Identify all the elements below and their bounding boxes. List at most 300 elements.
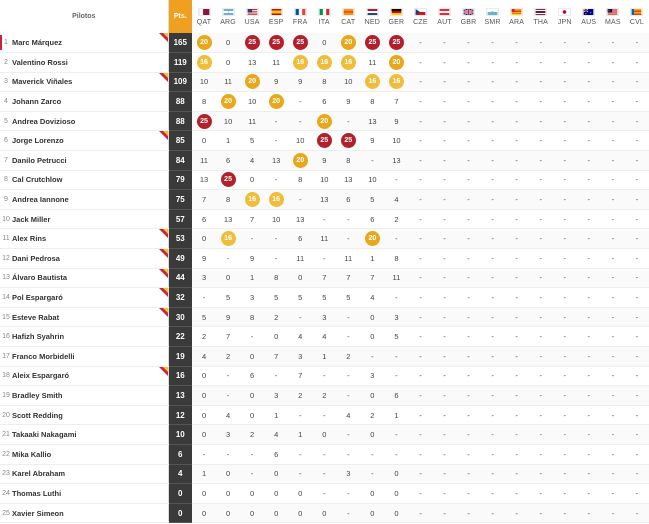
race-result-aut bbox=[432, 53, 456, 73]
rider-row[interactable] bbox=[0, 444, 649, 464]
result-value: 0 bbox=[201, 136, 207, 146]
rider-name[interactable] bbox=[12, 484, 168, 504]
result-value: - bbox=[611, 293, 615, 303]
result-value: - bbox=[443, 253, 446, 263]
rider-row[interactable] bbox=[0, 425, 649, 445]
result-value: - bbox=[274, 234, 278, 244]
race-result-ara bbox=[505, 444, 529, 464]
result-value: 0 bbox=[201, 508, 207, 518]
race-header-usa[interactable] bbox=[240, 0, 264, 33]
result-value: - bbox=[467, 155, 470, 165]
race-result-esp bbox=[264, 347, 288, 367]
race-result-smr bbox=[481, 170, 505, 190]
rider-name[interactable] bbox=[12, 249, 168, 269]
result-value: 0 bbox=[201, 430, 207, 440]
result-value: 13 bbox=[199, 175, 209, 185]
result-value: - bbox=[491, 136, 494, 146]
race-result-cvl bbox=[625, 92, 649, 112]
result-value: 3 bbox=[298, 351, 303, 361]
result-value: - bbox=[419, 57, 422, 67]
rider-position-value: 25 bbox=[2, 509, 10, 517]
race-result-arg bbox=[216, 151, 240, 171]
result-value: - bbox=[587, 351, 591, 361]
result-value: 3 bbox=[201, 273, 207, 283]
result-value: - bbox=[323, 410, 326, 420]
race-header-ned[interactable] bbox=[360, 0, 384, 33]
result-value: - bbox=[587, 77, 591, 87]
rider-name-label: Hafizh Syahrin bbox=[12, 332, 65, 342]
result-value: 0 bbox=[201, 390, 207, 400]
result-value: - bbox=[491, 312, 494, 322]
race-code: CVL bbox=[629, 18, 645, 26]
race-result-cze bbox=[408, 72, 432, 92]
rider-name[interactable] bbox=[12, 170, 168, 190]
result-value: - bbox=[419, 371, 422, 381]
result-value: 9 bbox=[298, 77, 303, 87]
rider-name[interactable] bbox=[12, 190, 168, 210]
race-result-fra bbox=[288, 307, 312, 327]
rider-position-value: 24 bbox=[2, 489, 10, 497]
result-value: - bbox=[515, 488, 518, 498]
podium-badge: 16 bbox=[365, 74, 380, 89]
spain-corner-icon bbox=[159, 249, 168, 258]
rider-name[interactable] bbox=[12, 72, 168, 92]
rider-row[interactable] bbox=[0, 209, 649, 229]
race-header-qat[interactable] bbox=[192, 0, 216, 33]
race-result-qat bbox=[192, 268, 216, 288]
rider-name[interactable] bbox=[12, 307, 168, 327]
race-result-gbr bbox=[457, 209, 481, 229]
rider-name[interactable] bbox=[12, 386, 168, 406]
race-result-arg bbox=[216, 327, 240, 347]
race-result-cat bbox=[336, 111, 360, 131]
race-result-ara bbox=[505, 386, 529, 406]
result-value: 0 bbox=[226, 508, 231, 518]
race-result-ned bbox=[360, 327, 384, 347]
rider-position bbox=[0, 170, 12, 190]
result-value: 0 bbox=[274, 469, 279, 479]
race-result-ned bbox=[360, 111, 384, 131]
rider-total-points: 109 bbox=[168, 72, 192, 92]
result-value: - bbox=[539, 488, 542, 498]
result-value: 9 bbox=[346, 97, 351, 107]
race-result-gbr bbox=[457, 229, 481, 249]
result-value: 6 bbox=[298, 234, 303, 244]
podium-badge: 20 bbox=[365, 231, 380, 246]
race-result-aus bbox=[577, 209, 601, 229]
race-result-ned bbox=[360, 347, 384, 367]
result-value: - bbox=[443, 469, 446, 479]
italy-flag-icon bbox=[318, 8, 331, 16]
rider-name[interactable] bbox=[12, 503, 168, 523]
race-result-aus bbox=[577, 327, 601, 347]
result-value: - bbox=[491, 116, 494, 126]
race-result-ara bbox=[505, 92, 529, 112]
rider-position bbox=[0, 209, 12, 229]
race-result-ara bbox=[505, 268, 529, 288]
race-result-smr bbox=[481, 268, 505, 288]
race-result-esp bbox=[264, 503, 288, 523]
race-code: AUS bbox=[581, 18, 597, 26]
race-result-cze bbox=[408, 92, 432, 112]
race-result-mas bbox=[601, 170, 625, 190]
result-value: - bbox=[611, 508, 615, 518]
race-result-usa bbox=[240, 170, 264, 190]
race-header-jpn[interactable] bbox=[553, 0, 577, 33]
race-header-cat[interactable] bbox=[336, 0, 360, 33]
rider-name[interactable] bbox=[12, 464, 168, 484]
race-result-qat bbox=[192, 72, 216, 92]
race-code: AUT bbox=[437, 18, 452, 26]
rider-name[interactable] bbox=[12, 327, 168, 347]
result-value: - bbox=[323, 469, 326, 479]
result-value: - bbox=[635, 488, 639, 498]
rider-name[interactable] bbox=[12, 366, 168, 386]
race-result-esp bbox=[264, 464, 288, 484]
result-value: - bbox=[274, 253, 278, 263]
race-header-aus[interactable] bbox=[577, 0, 601, 33]
race-result-ara bbox=[505, 503, 529, 523]
result-value: - bbox=[539, 234, 542, 244]
race-header-cvl[interactable] bbox=[625, 0, 649, 33]
result-value: - bbox=[587, 273, 591, 283]
rider-name[interactable] bbox=[12, 131, 168, 151]
result-value: 0 bbox=[250, 508, 255, 518]
race-result-ger bbox=[384, 131, 408, 151]
race-result-esp bbox=[264, 425, 288, 445]
race-header-mas[interactable] bbox=[601, 0, 625, 33]
race-header-aut[interactable] bbox=[432, 0, 456, 33]
rider-position-value: 22 bbox=[2, 450, 10, 458]
result-value: 4 bbox=[201, 351, 207, 361]
rider-row[interactable] bbox=[0, 111, 649, 131]
race-result-smr bbox=[481, 33, 505, 53]
rider-position bbox=[0, 444, 12, 464]
race-result-cze bbox=[408, 386, 432, 406]
spain-corner-icon bbox=[159, 308, 168, 317]
race-result-esp bbox=[264, 249, 288, 269]
rider-row[interactable] bbox=[0, 464, 649, 484]
rider-row[interactable] bbox=[0, 151, 649, 171]
race-result-ned bbox=[360, 151, 384, 171]
podium-badge: 20 bbox=[269, 94, 284, 109]
germany-flag-icon bbox=[390, 8, 403, 16]
result-value: - bbox=[323, 214, 326, 224]
race-result-smr bbox=[481, 347, 505, 367]
race-result-aus bbox=[577, 444, 601, 464]
result-value: - bbox=[515, 410, 518, 420]
result-value: - bbox=[298, 410, 302, 420]
result-value: - bbox=[611, 332, 615, 342]
rider-name[interactable] bbox=[12, 111, 168, 131]
race-result-cze bbox=[408, 425, 432, 445]
result-value: 7 bbox=[322, 273, 327, 283]
rider-row[interactable] bbox=[0, 190, 649, 210]
rider-total-points: 119 bbox=[168, 53, 192, 73]
rider-name[interactable] bbox=[12, 209, 168, 229]
race-result-gbr bbox=[457, 268, 481, 288]
rider-row[interactable] bbox=[0, 249, 649, 269]
rider-name[interactable] bbox=[12, 268, 168, 288]
race-result-ger bbox=[384, 72, 408, 92]
result-value: - bbox=[419, 410, 422, 420]
rider-row[interactable] bbox=[0, 72, 649, 92]
result-value: - bbox=[635, 332, 639, 342]
result-value: - bbox=[515, 332, 518, 342]
result-value: - bbox=[611, 136, 615, 146]
result-value: 13 bbox=[320, 195, 329, 205]
race-result-aus bbox=[577, 92, 601, 112]
race-result-ned bbox=[360, 484, 384, 504]
race-result-fra bbox=[288, 444, 312, 464]
race-result-aut bbox=[432, 444, 456, 464]
result-value: - bbox=[515, 57, 518, 67]
rider-row[interactable] bbox=[0, 92, 649, 112]
rider-row[interactable] bbox=[0, 33, 649, 53]
rider-name[interactable] bbox=[12, 444, 168, 464]
result-value: - bbox=[563, 390, 566, 400]
race-result-ara bbox=[505, 464, 529, 484]
result-value: - bbox=[274, 371, 278, 381]
rider-name-label: Cal Crutchlow bbox=[12, 175, 63, 185]
rider-row[interactable] bbox=[0, 229, 649, 249]
malaysia-flag-icon bbox=[606, 8, 619, 16]
race-result-jpn bbox=[553, 425, 577, 445]
result-value: - bbox=[635, 351, 639, 361]
race-header-ita[interactable] bbox=[312, 0, 336, 33]
race-result-esp bbox=[264, 92, 288, 112]
riders-column-header[interactable]: Pilotos bbox=[0, 0, 168, 33]
rider-row[interactable] bbox=[0, 386, 649, 406]
rider-row[interactable] bbox=[0, 307, 649, 327]
rider-row[interactable] bbox=[0, 131, 649, 151]
rider-name-label: Valentino Rossi bbox=[12, 57, 68, 67]
podium-badge: 25 bbox=[341, 133, 356, 148]
result-value: 0 bbox=[274, 488, 279, 498]
race-result-arg bbox=[216, 229, 240, 249]
rider-row[interactable] bbox=[0, 366, 649, 386]
rider-position-value: 11 bbox=[2, 235, 10, 243]
race-header-tha[interactable] bbox=[529, 0, 553, 33]
rider-name[interactable] bbox=[12, 347, 168, 367]
rider-row[interactable] bbox=[0, 288, 649, 308]
race-result-fra bbox=[288, 53, 312, 73]
race-result-aus bbox=[577, 405, 601, 425]
race-code: FRA bbox=[292, 18, 308, 26]
result-value: - bbox=[443, 390, 446, 400]
rider-row[interactable] bbox=[0, 484, 649, 504]
race-code: THA bbox=[533, 18, 548, 26]
race-result-ger bbox=[384, 209, 408, 229]
race-result-cvl bbox=[625, 386, 649, 406]
race-header-smr[interactable] bbox=[481, 0, 505, 33]
race-result-mas bbox=[601, 209, 625, 229]
result-value: - bbox=[563, 488, 566, 498]
race-header-ger[interactable] bbox=[384, 0, 408, 33]
race-result-ned bbox=[360, 249, 384, 269]
result-value: - bbox=[635, 38, 639, 48]
race-result-ger bbox=[384, 386, 408, 406]
race-result-arg bbox=[216, 209, 240, 229]
result-value: 10 bbox=[223, 116, 233, 126]
race-result-esp bbox=[264, 444, 288, 464]
points-column-header[interactable]: Pts. bbox=[168, 0, 192, 33]
race-result-ara bbox=[505, 33, 529, 53]
result-value: 10 bbox=[272, 214, 281, 224]
race-result-fra bbox=[288, 425, 312, 445]
race-result-cvl bbox=[625, 151, 649, 171]
race-result-qat bbox=[192, 249, 216, 269]
result-value: 10 bbox=[296, 136, 305, 146]
rider-position-value: 5 bbox=[4, 117, 8, 125]
rider-name[interactable] bbox=[12, 151, 168, 171]
race-result-esp bbox=[264, 366, 288, 386]
race-result-ger bbox=[384, 190, 408, 210]
result-value: - bbox=[395, 175, 398, 185]
race-header-esp[interactable] bbox=[264, 0, 288, 33]
rider-name-label: Andrea Dovizioso bbox=[12, 116, 76, 126]
podium-badge: 25 bbox=[269, 35, 284, 50]
race-result-fra bbox=[288, 72, 312, 92]
result-value: - bbox=[539, 195, 542, 205]
race-result-ger bbox=[384, 249, 408, 269]
race-result-ned bbox=[360, 53, 384, 73]
race-result-ger bbox=[384, 229, 408, 249]
race-result-arg bbox=[216, 444, 240, 464]
race-result-smr bbox=[481, 53, 505, 73]
race-header-arg[interactable] bbox=[216, 0, 240, 33]
result-value: - bbox=[491, 410, 494, 420]
rider-row[interactable] bbox=[0, 503, 649, 523]
rider-name[interactable] bbox=[12, 288, 168, 308]
rider-position-value: 20 bbox=[2, 411, 10, 419]
race-result-cvl bbox=[625, 464, 649, 484]
result-value: - bbox=[587, 332, 591, 342]
result-value: 3 bbox=[394, 312, 399, 322]
result-value: - bbox=[563, 410, 566, 420]
rider-position bbox=[0, 464, 12, 484]
result-value: - bbox=[419, 77, 422, 87]
race-result-ita bbox=[312, 444, 336, 464]
race-result-qat bbox=[192, 151, 216, 171]
result-value: - bbox=[419, 390, 422, 400]
rider-name[interactable] bbox=[12, 92, 168, 112]
result-value: - bbox=[443, 175, 446, 185]
result-value: 0 bbox=[394, 508, 399, 518]
race-result-aus bbox=[577, 131, 601, 151]
race-result-fra bbox=[288, 327, 312, 347]
rider-row[interactable] bbox=[0, 347, 649, 367]
rider-row[interactable] bbox=[0, 327, 649, 347]
rider-name[interactable] bbox=[12, 229, 168, 249]
result-value: - bbox=[395, 430, 398, 440]
race-result-ita bbox=[312, 111, 336, 131]
race-result-cze bbox=[408, 209, 432, 229]
race-header-cze[interactable] bbox=[408, 0, 432, 33]
result-value: - bbox=[563, 312, 566, 322]
result-value: 1 bbox=[394, 410, 399, 420]
result-value: - bbox=[539, 390, 542, 400]
rider-row[interactable] bbox=[0, 268, 649, 288]
rider-position bbox=[0, 405, 12, 425]
race-result-smr bbox=[481, 92, 505, 112]
result-value: - bbox=[419, 312, 422, 322]
result-value: - bbox=[539, 332, 542, 342]
result-value: - bbox=[419, 214, 422, 224]
rider-row[interactable] bbox=[0, 405, 649, 425]
race-result-cvl bbox=[625, 170, 649, 190]
rider-name-label: Esteve Rabat bbox=[12, 312, 60, 322]
result-value: 0 bbox=[322, 38, 327, 48]
race-result-ger bbox=[384, 268, 408, 288]
race-result-ara bbox=[505, 190, 529, 210]
rider-name[interactable] bbox=[12, 53, 168, 73]
rider-name[interactable] bbox=[12, 405, 168, 425]
result-value: 4 bbox=[394, 195, 399, 205]
race-result-cze bbox=[408, 190, 432, 210]
race-header-ara[interactable] bbox=[505, 0, 529, 33]
race-result-tha bbox=[529, 170, 553, 190]
race-result-ned bbox=[360, 405, 384, 425]
race-result-esp bbox=[264, 170, 288, 190]
race-header-fra[interactable] bbox=[288, 0, 312, 33]
race-result-fra bbox=[288, 503, 312, 523]
result-value: - bbox=[491, 508, 494, 518]
race-result-cze bbox=[408, 484, 432, 504]
result-value: 8 bbox=[274, 273, 279, 283]
rider-total-points: 75 bbox=[168, 190, 192, 210]
rider-name[interactable] bbox=[12, 425, 168, 445]
result-value: - bbox=[587, 214, 591, 224]
race-result-ned bbox=[360, 386, 384, 406]
race-result-cze bbox=[408, 288, 432, 308]
result-value: - bbox=[635, 57, 639, 67]
rider-total-points: 10 bbox=[168, 425, 192, 445]
rider-row[interactable] bbox=[0, 170, 649, 190]
result-value: - bbox=[298, 312, 302, 322]
race-result-ger bbox=[384, 92, 408, 112]
result-value: - bbox=[539, 508, 542, 518]
race-code: GBR bbox=[460, 18, 477, 26]
result-value: - bbox=[491, 77, 494, 87]
result-value: - bbox=[515, 312, 518, 322]
result-value: - bbox=[443, 488, 446, 498]
race-result-cat bbox=[336, 190, 360, 210]
result-value: - bbox=[419, 508, 422, 518]
result-value: - bbox=[539, 293, 542, 303]
rider-row[interactable] bbox=[0, 53, 649, 73]
race-result-tha bbox=[529, 307, 553, 327]
race-result-arg bbox=[216, 425, 240, 445]
result-value: - bbox=[443, 214, 446, 224]
result-value: - bbox=[635, 234, 639, 244]
race-result-mas bbox=[601, 53, 625, 73]
rider-name[interactable] bbox=[12, 33, 168, 53]
race-result-smr bbox=[481, 131, 505, 151]
rider-position bbox=[0, 484, 12, 504]
race-result-arg bbox=[216, 111, 240, 131]
race-result-mas bbox=[601, 307, 625, 327]
race-result-esp bbox=[264, 190, 288, 210]
race-result-ger bbox=[384, 33, 408, 53]
result-value: 5 bbox=[274, 293, 279, 303]
result-value: - bbox=[563, 38, 566, 48]
result-value: 4 bbox=[250, 155, 255, 165]
race-code: CAT bbox=[341, 18, 356, 26]
race-header-gbr[interactable] bbox=[457, 0, 481, 33]
race-result-ita bbox=[312, 190, 336, 210]
result-value: 7 bbox=[298, 371, 303, 381]
